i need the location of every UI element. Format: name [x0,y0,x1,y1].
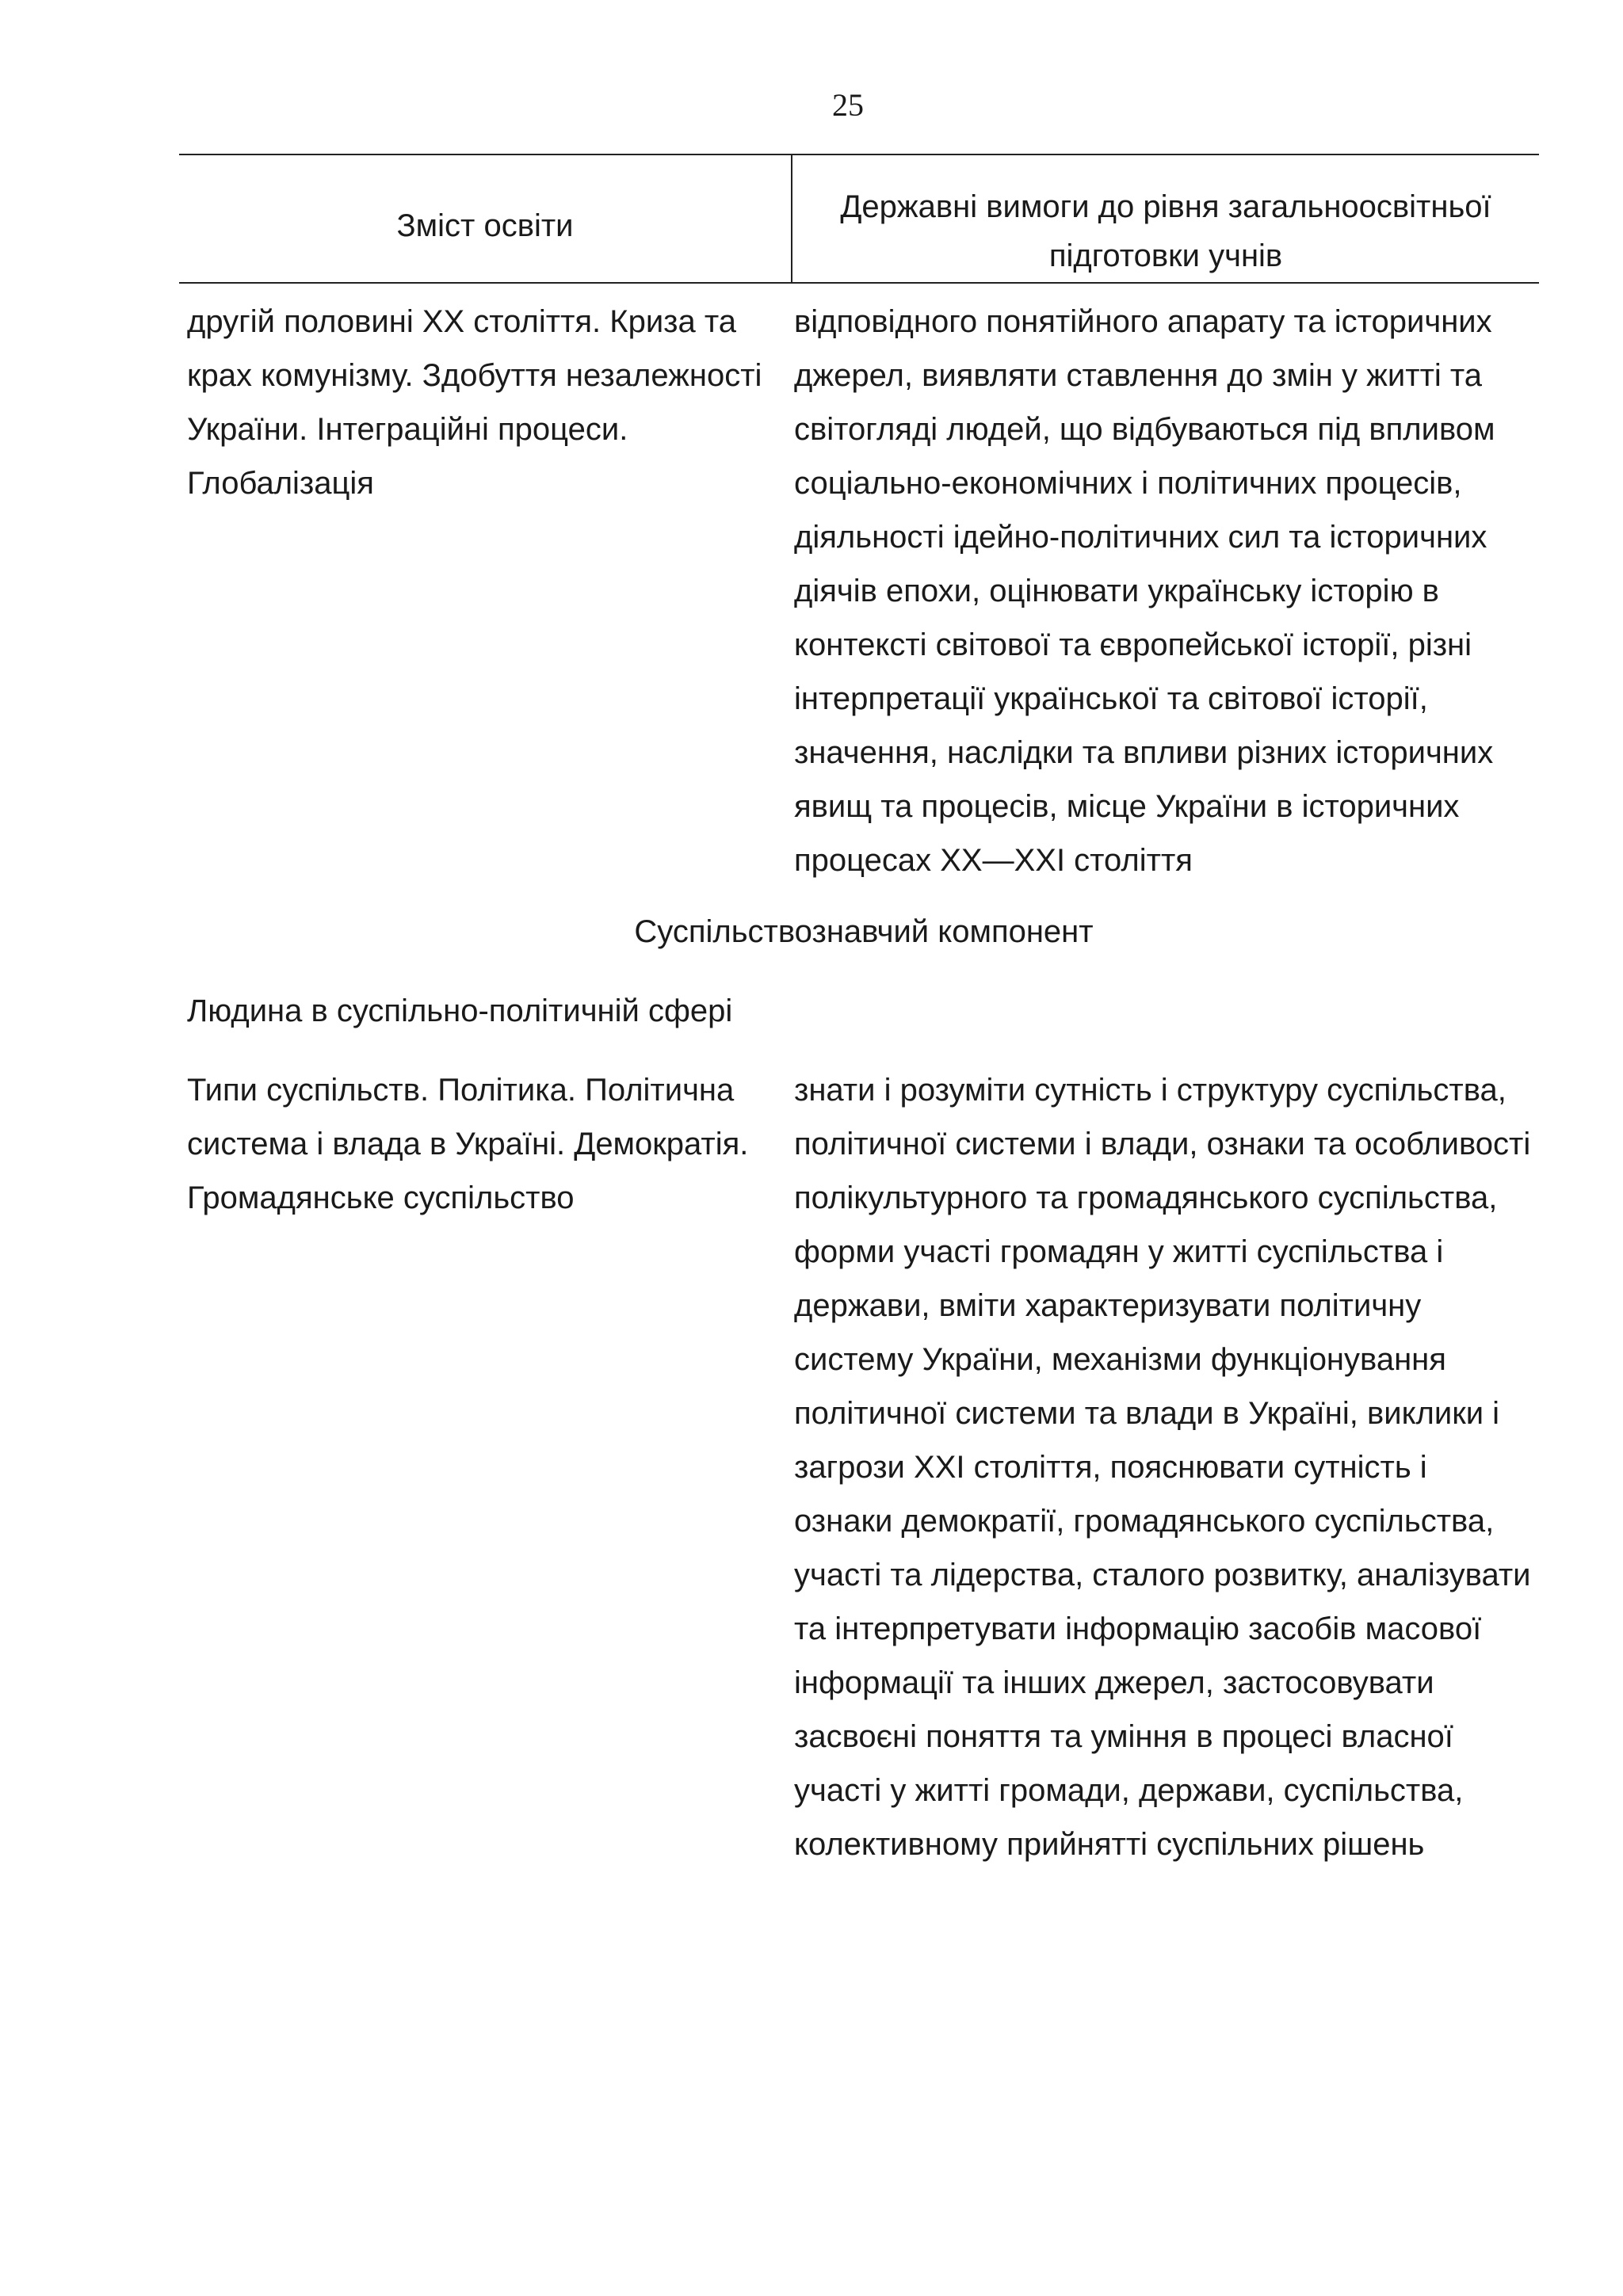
table-row [179,295,1539,887]
requirements-cell: відповідного понятійного апарату та історичних джерел, виявляти ставлення до змін у житті та світогляді людей, що відбуваються під впливом соціально-економічних і політичних процесів, діяльності ідейно-політичних сил та історичних діячів епохи, оцінювати українську історію в контексті світової та європейської історії, різні інтерпретації української та світової історії, значення, наслідки та впливи різних історичних явищ та процесів, місце України в історичних процесах XX—XXI століття [794,304,1495,878]
curriculum-table [179,154,1539,1871]
section-title: Суспільствознавчий компонент [634,914,1094,949]
page-number: 25 [832,87,864,123]
header-requirements-label: Державні вимоги до рівня загальноосвітньої підготовки учнів [840,189,1491,273]
table-row [179,1063,1539,1871]
subsection-title: Людина в суспільно-політичній сфері [187,994,733,1028]
content-cell: Типи суспільств. Політика. Політична система і влада в Україні. Демократія. Громадянське суспільство [187,1073,749,1215]
header-content-column [179,155,792,282]
requirements-cell: знати і розуміти сутність і структуру суспільства, політичної системи і влади, ознаки та особливості полікультурного та громадянського суспільства, форми участі громадян у житті суспільства і держави, вміти характеризувати політичну систему України, механізми функціонування політичної системи та влади в Україні, виклики і загрози XXI століття, пояснювати сутність і ознаки демократії, громадянського суспільства, участі та лідерства, сталого розвитку, аналізувати та інтерпретувати інформацію засобів масової інформації та інших джерел, застосовувати засвоєні поняття та уміння в процесі власної участі у житті громади, держави, суспільства, колективному прийнятті суспільних рішень [794,1073,1531,1862]
header-requirements-column [792,155,1539,282]
table-header [179,154,1539,284]
header-content-label: Зміст освіти [396,208,574,243]
content-cell: другій половині XX століття. Криза та крах комунізму. Здобуття незалежності України. Інтеграційні процеси. Глобалізація [187,304,762,501]
